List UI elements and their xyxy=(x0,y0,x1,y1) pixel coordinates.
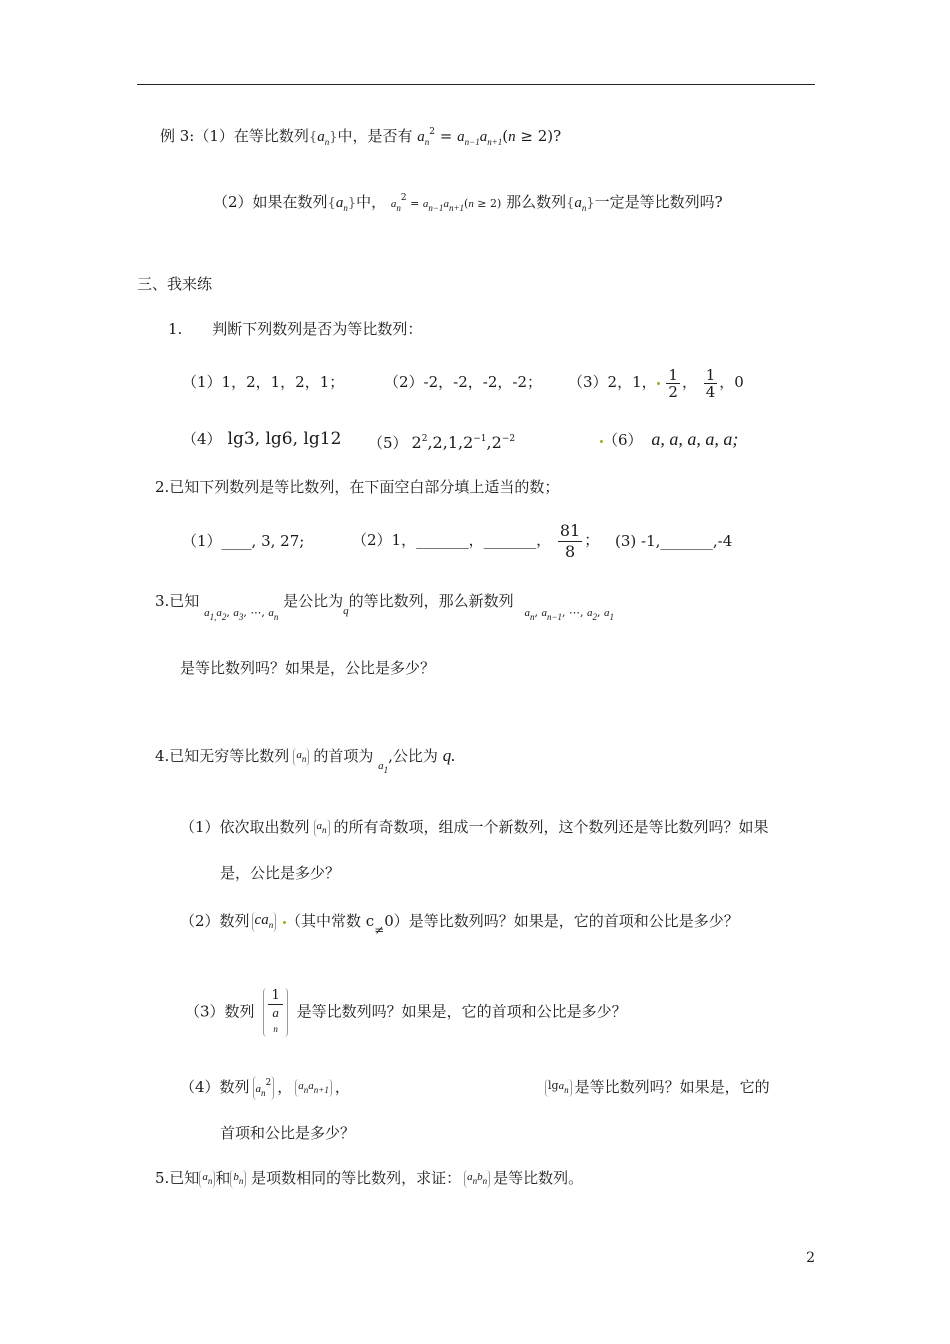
question-1-title: 1. 判断下列数列是否为等比数列： xyxy=(168,320,423,338)
question-3-line-1: 3.已知 $_{a_{1,}a_2, a_3, \cdots, a_n}$ 是公比为$_q$的等比数列，那么新数列 $_{a_n, a_{n-1}, \cdots, a_2, a_1}$ xyxy=(155,592,615,622)
top-rule xyxy=(137,84,815,85)
page-number: 2 xyxy=(806,1250,815,1266)
question-4-part-4: （4）数列 $a_n^2$ ， $a_na_{n+1}$ ， xyxy=(180,1078,350,1098)
question-4-part-4-line-2: 首项和公比是多少？ xyxy=(220,1124,356,1142)
question-2-item-3: (3) -1,_______,-4 xyxy=(615,532,733,550)
question-4-part-1: （1）依次取出数列 $a_n$ 的所有奇数项，组成一个新数列，这个数列还是等比数列吗？如果 xyxy=(180,818,769,836)
question-5: 5.已知 $a_n$ 和 $b_n$ 是项数相同的等比数列，求证： $a_nb_n$ 是等比数列。 xyxy=(155,1169,584,1187)
question-2-item-1: （1）____, 3, 27; xyxy=(182,532,305,550)
question-1-item-5: （5） $2^2,2,1,2^{-1},2^{-2}$ xyxy=(368,433,516,452)
question-1-item-6: （6） a, a, a, a, a; xyxy=(600,428,738,451)
question-4-title: 4.已知无穷等比数列 $a_n$ 的首项为 $_{a_1}$,公比为 q. xyxy=(155,746,456,775)
question-1-item-4: （4） lg3, lg6, lg12 xyxy=(182,429,342,449)
question-1-item-3: （3）2，1， $\frac{1}{2}$ ， $\frac{1}{4}$ ，0 xyxy=(568,365,744,401)
question-1-item-2: （2）-2，-2，-2，-2； xyxy=(384,373,542,391)
question-4-part-1-line-2: 是，公比是多少？ xyxy=(220,864,341,882)
example-3-line-2: （2）如果在数列$\{a_n\}$中， $a_n^2 = a_{n-1}a_{n+1}(n \ge 2)$ 那么数列$\{a_n\}$一定是等比数列吗? xyxy=(213,193,723,213)
question-1-item-1: （1）1，2，1，2，1； xyxy=(182,373,345,391)
question-4-part-3: （3）数列 1 a n 是等比数列吗？如果是，它的首项和公比是多少？ xyxy=(185,988,627,1037)
question-2-item-2: （2）1，_______，_______， $\frac{81}{8}$ ； xyxy=(352,520,600,561)
question-4-part-4-tail: lga$_n$ 是等比数列吗？如果是，它的 xyxy=(545,1076,770,1098)
question-3-line-2: 是等比数列吗？如果是，公比是多少？ xyxy=(180,659,436,677)
question-2-title: 2.已知下列数列是等比数列，在下面空白部分填上适当的数； xyxy=(155,478,560,496)
example-3-line-1: 例 3:（1）在等比数列$\{a_n\}$中，是否有 $a_n^2 = a_{n-1}a_{n+1}(n \ge 2)$? xyxy=(160,127,562,147)
green-dot-mark xyxy=(657,382,660,385)
section-title: 三、我来练 xyxy=(137,275,213,293)
question-4-part-2: （2）数列 $ca_n$ （其中常数 $c_\ne 0$）是等比数列吗？如果是，它的首项和公比是多少？ xyxy=(180,912,739,937)
